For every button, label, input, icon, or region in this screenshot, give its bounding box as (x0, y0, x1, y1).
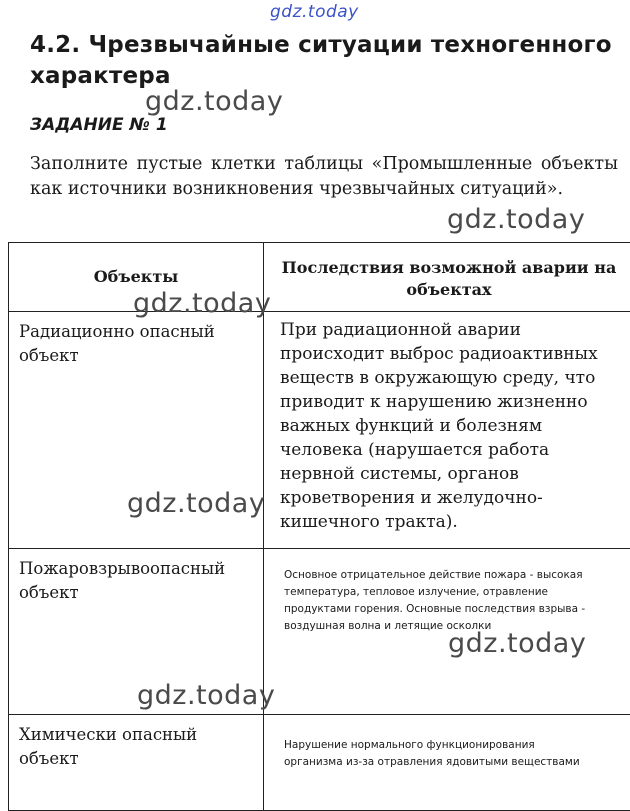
watermark: gdz.today (137, 680, 275, 711)
table-row (9, 312, 630, 549)
object-cell (9, 715, 264, 811)
watermark: gdz.today (133, 288, 271, 319)
consequence-cell (264, 715, 630, 811)
consequence-text: При радиационной аварии происходит выброс радиоактивных веществ в окружающую среду, что приводит к нарушению жизненно важных функций и болезням человека (нарушается работа нервной системы, органов кроветворения и желудочно-кишечного тракта). (264, 312, 630, 534)
task-heading: ЗАДАНИЕ № 1 (30, 115, 168, 135)
object-name: Радиационно опасный объект (9, 312, 244, 368)
consequence-cell (264, 312, 630, 549)
object-name: Химически опасный объект (9, 715, 244, 771)
column-header-objects: Объекты (9, 243, 264, 312)
watermark: gdz.today (448, 628, 586, 659)
watermark: gdz.today (447, 204, 585, 235)
table-row (9, 715, 630, 811)
table-header-row (9, 243, 630, 312)
industrial-objects-table (8, 242, 630, 811)
answer-text: Нарушение нормального функционирования организма из-за отравления ядовитыми веществами (264, 715, 630, 771)
section-title: 4.2. Чрезвычайные ситуации техногенного характера (30, 30, 615, 92)
column-header-consequences: Последствия возможной аварии на объектах (264, 243, 630, 312)
watermark: gdz.today (127, 488, 265, 519)
task-instructions: Заполните пустые клетки таблицы «Промышленные объекты как источники возникновения чрезвычайных ситуаций». (30, 152, 618, 202)
watermark: gdz.today (145, 86, 283, 117)
object-name: Пожаровзрывоопасный объект (9, 549, 244, 605)
watermark: gdz.today (270, 2, 359, 22)
answer-text: Основное отрицательное действие пожара - высокая температура, тепловое излучение, отравление продуктами горения. Основные последствия взрыва - воздушная волна и летящие осколки (264, 549, 630, 635)
